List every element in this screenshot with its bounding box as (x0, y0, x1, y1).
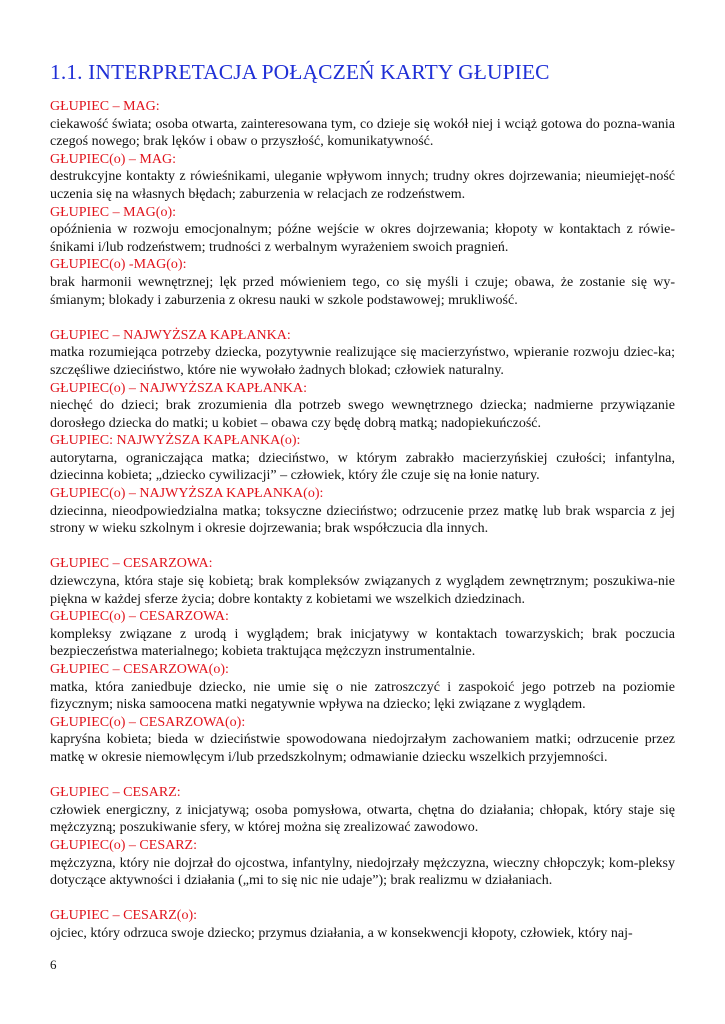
entry-text: kapryśna kobieta; bieda w dzieciństwie spowodowana niedojrzałym zachowaniem matki; odrzucenie przez matkę w okresie niemowlęcym i/lub przedszkolnym; odmawianie dziecku wszelkich przyjemności. (50, 732, 675, 765)
entry-heading: GŁUPIEC – MAG(o): (50, 204, 176, 220)
entry-text: brak harmonii wewnętrznej; lęk przed mówieniem tego, co się myśli i czuje; obawa, że zostanie się wy-śmianym; blokady i zaburzenia z okresu nauki w szkole podstawowej; mrukliwość. (50, 274, 675, 308)
entry-heading: GŁUPIEC(o) – NAJWYŻSZA KAPŁANKA(o): (50, 486, 324, 502)
section (50, 555, 675, 766)
card-combination-entry (50, 204, 675, 257)
entry-heading: GŁUPIEC – MAG: (50, 99, 160, 114)
page-title: 1.1. INTERPRETACJA POŁĄCZEŃ KARTY GŁUPIEC (50, 60, 550, 84)
entry-heading: GŁUPIEC(o) – CESARZ: (50, 837, 197, 853)
entry-text: dziewczyna, która staje się kobietą; brak kompleksów związanych z wyglądem zewnętrznym; poszukiwa-nie piękna w każdej sferze życia; dobre kontakty z kobietami we wszelkich dziedzinach. (50, 574, 675, 607)
entry-text: matka rozumiejąca potrzeby dziecka, pozytywnie realizujące się macierzyństwo, wpieranie rozwoju dziec-ka; szczęśliwe dzieciństwo, które nie wywołało żadnych blokad; człowiek naturalny. (50, 345, 675, 378)
card-combination-entry (50, 485, 675, 538)
entry-text: autorytarna, ograniczająca matka; dzieciństwo, w którym zabrakło macierzyńskiej czułości; infantylna, dziecinna kobieta; „dziecko cywilizacji” – człowiek, który źle czuje się na łonie natury. (50, 450, 675, 484)
entry-text: ciekawość świata; osoba otwarta, zainteresowana tym, co dzieje się wokół niej i wciąż gotowa do pozna-wania czegoś nowego; brak lęków i obaw o przyszłość, komunikatywność. (50, 116, 675, 150)
section (50, 327, 675, 538)
entry-heading: GŁUPIEC – CESARZ: (50, 785, 181, 801)
card-combination-entry (50, 98, 675, 151)
entry-heading: GŁUPIEC: NAJWYŻSZA KAPŁANKA(o): (50, 433, 301, 449)
document-body (50, 98, 675, 960)
entry-heading: GŁUPIEC(o) – CESARZOWA: (50, 609, 229, 625)
card-combination-entry (50, 380, 675, 433)
entry-heading: GŁUPIEC(o) – CESARZOWA(o): (50, 714, 246, 730)
card-combination-entry (50, 714, 675, 767)
entry-text: kompleksy związane z urodą i wyglądem; brak inicjatywy w kontaktach towarzyskich; brak poczucia bezpieczeństwa materialnego; kobieta traktująca mężczyzn instrumentalnie. (50, 626, 675, 660)
entry-heading: GŁUPIEC(o) -MAG(o): (50, 257, 187, 273)
entry-text: opóźnienia w rozwoju emocjonalnym; późne wejście w okres dojrzewania; kłopoty w kontaktach z rówie-śnikami i/lub rodzeństwem; trudności z werbalnym wyrażeniem swoich pragnień. (50, 222, 675, 255)
entry-text: dziecinna, nieodpowiedzialna matka; toksyczne dzieciństwo; odrzucenie przez matkę lub brak wsparcia z jej strony w wieku szkolnym i okresie dojrzewania; brak współczucia dla innych. (50, 503, 675, 537)
entry-heading: GŁUPIEC – CESARZ(o): (50, 908, 197, 924)
section (50, 907, 675, 942)
entry-heading: GŁUPIEC(o) – NAJWYŻSZA KAPŁANKA: (50, 380, 308, 396)
card-combination-entry (50, 661, 675, 714)
card-combination-entry (50, 327, 675, 380)
entry-heading: GŁUPIEC – CESARZOWA(o): (50, 662, 229, 677)
entry-text: mężczyzna, który nie dojrzał do ojcostwa, infantylny, niedojrzały mężczyzna, wieczny chłopczyk; kom-pleksy dotyczące aktywności i działania („mi to się nic nie udaje”); brak realizmu w działaniach. (50, 855, 675, 889)
entry-text: niechęć do dzieci; brak zrozumienia dla potrzeb swego wewnętrznego dziecka; nadmierne przywiązanie dorosłego dziecka do matki; u kobiet – obawa czy będę dobrą matką; nadopiekuńczość. (50, 398, 675, 431)
section (50, 98, 675, 309)
entry-text: destrukcyjne kontakty z rówieśnikami, uleganie wpływom innych; trudny okres dojrzewania; nieumiejęt-ność uczenia się na własnych błędach; zaburzenia w relacjach ze rodzeństwem. (50, 169, 675, 202)
card-combination-entry (50, 784, 675, 837)
card-combination-entry (50, 555, 675, 608)
card-combination-entry (50, 432, 675, 485)
page-number: 6 (50, 957, 57, 972)
entry-heading: GŁUPIEC – NAJWYŻSZA KAPŁANKA: (50, 327, 291, 343)
entry-text: matka, która zaniedbuje dziecko, nie umie się o nie zatroszczyć i zaspokoić jego potrzeb na poziomie fizycznym; niska samoocena matki negatywnie wpływa na dziecko; lęki związane z wyglądem. (50, 679, 675, 713)
entry-heading: GŁUPIEC(o) – MAG: (50, 151, 176, 167)
entry-heading: GŁUPIEC – CESARZOWA: (50, 556, 213, 572)
card-combination-entry (50, 837, 675, 890)
card-combination-entry (50, 907, 675, 942)
entry-text: człowiek energiczny, z inicjatywą; osoba pomysłowa, otwarta, chętna do działania; chłopak, który staje się mężczyzną; poszukiwanie sfery, w której można się zrealizować zawodowo. (50, 802, 675, 836)
card-combination-entry (50, 256, 675, 309)
card-combination-entry (50, 608, 675, 661)
section (50, 784, 675, 890)
card-combination-entry (50, 151, 675, 204)
entry-text: ojciec, który odrzuca swoje dziecko; przymus działania, a w konsekwencji kłopoty, człowiek, który naj- (50, 925, 633, 941)
